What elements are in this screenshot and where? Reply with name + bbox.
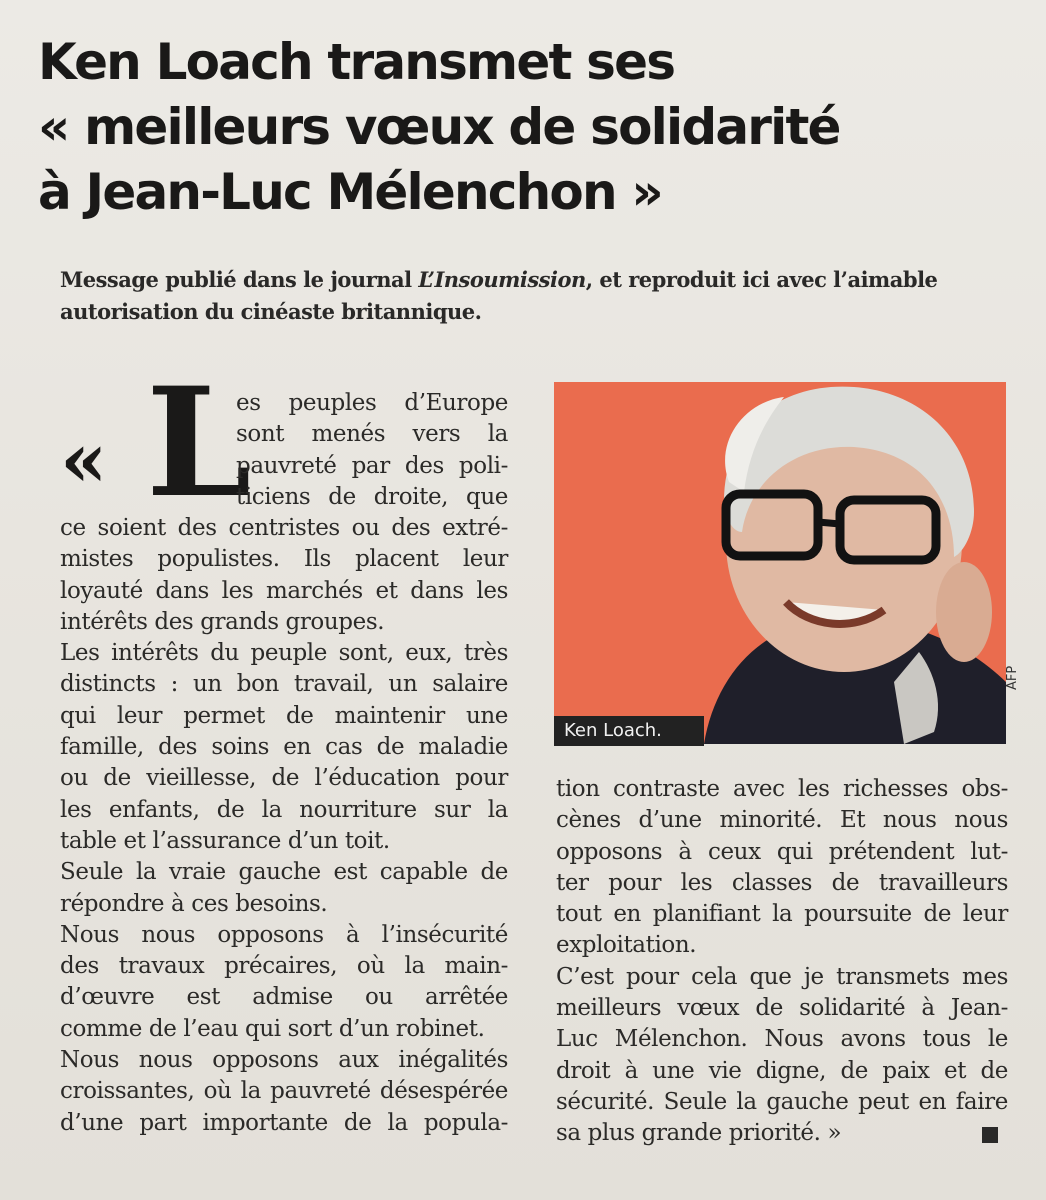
body-line: Les intérêts du peuple sont, eux, très [60,640,508,667]
drop-cap-letter: L [146,355,252,531]
standfirst-line: autorisation du cinéaste britannique. [60,299,482,324]
drop-cap [60,355,252,531]
body-line: es peuples d’Europe [236,390,508,416]
standfirst-text: , et reproduit ici avec l’aimable [585,267,938,292]
body-line: tion contraste avec les richesses obs- [556,776,1008,802]
standfirst-line [60,264,1020,296]
body-line: répondre à ces besoins. [60,890,328,917]
body-line: intérêts des grands groupes. [60,608,385,635]
column-1 [60,513,508,1139]
end-of-article-mark [982,1127,998,1143]
body-line: opposons à ceux qui prétendent lut- [556,838,1008,865]
body-line: comme de l’eau qui sort d’un robinet. [60,1015,485,1042]
body-line: meilleurs vœux de solidarité à Jean- [556,995,1008,1022]
body-line: exploitation. [556,932,697,959]
standfirst-text: Message publié dans le journal [60,267,419,292]
photo-caption: Ken Loach. [554,716,704,746]
portrait-illustration [554,382,1006,744]
headline-line: « meilleurs vœux de solidarité [38,98,840,156]
body-line: pauvreté par des poli- [236,452,508,479]
headline-line: Ken Loach transmet ses [38,33,675,91]
body-line: Seule la vraie gauche est capable de [60,859,508,886]
body-line: ou de vieillesse, de l’éducation pour [60,765,508,792]
body-line: sa plus grande priorité. » [556,1120,842,1147]
standfirst [60,264,1020,328]
body-line: loyauté dans les marchés et dans les [60,577,508,604]
body-line: croissantes, où la pauvreté désespérée [60,1078,508,1105]
body-line: ter pour les classes de travailleurs [556,869,1008,896]
body-line: qui leur permet de maintenir une [60,702,508,729]
photo-credit: AFP [1005,665,1020,690]
body-line: ticiens de droite, que [236,483,508,510]
column-2 [556,774,1008,1150]
body-line: d’œuvre est admise ou arrêtée [60,984,508,1011]
portrait-photo [554,382,1006,744]
body-line: distincts : un bon travail, un salaire [60,671,508,698]
body-line: mistes populistes. Ils placent leur [60,546,508,573]
body-line: Nous nous opposons à l’insécurité [60,921,508,948]
headline-line: à Jean-Luc Mélenchon » [38,163,662,221]
journal-name: L’Insoumission [418,267,586,292]
body-line: les enfants, de la nourriture sur la [60,796,508,823]
body-line: C’est pour cela que je transmets mes [556,963,1008,990]
body-line: tout en planifiant la poursuite de leur [556,901,1008,928]
body-line: cènes d’une minorité. Et nous nous [556,807,1008,834]
body-line: ce soient des centristes ou des extré- [60,515,508,541]
body-line: des travaux précaires, où la main- [60,953,508,980]
body-line: sont menés vers la [236,421,508,448]
body-line: sécurité. Seule la gauche peut en faire [556,1088,1008,1115]
body-line: table et l’assurance d’un toit. [60,827,390,854]
body-line: d’une part importante de la popula- [60,1109,508,1136]
body-line: famille, des soins en cas de maladie [60,734,508,761]
lead-lines [236,388,508,513]
body-line: Nous nous opposons aux inégalités [60,1047,508,1074]
headline [38,30,998,225]
body-line: Luc Mélenchon. Nous avons tous le [556,1026,1008,1053]
body-line: droit à une vie digne, de paix et de [556,1057,1008,1084]
opening-quote: « [60,415,108,504]
